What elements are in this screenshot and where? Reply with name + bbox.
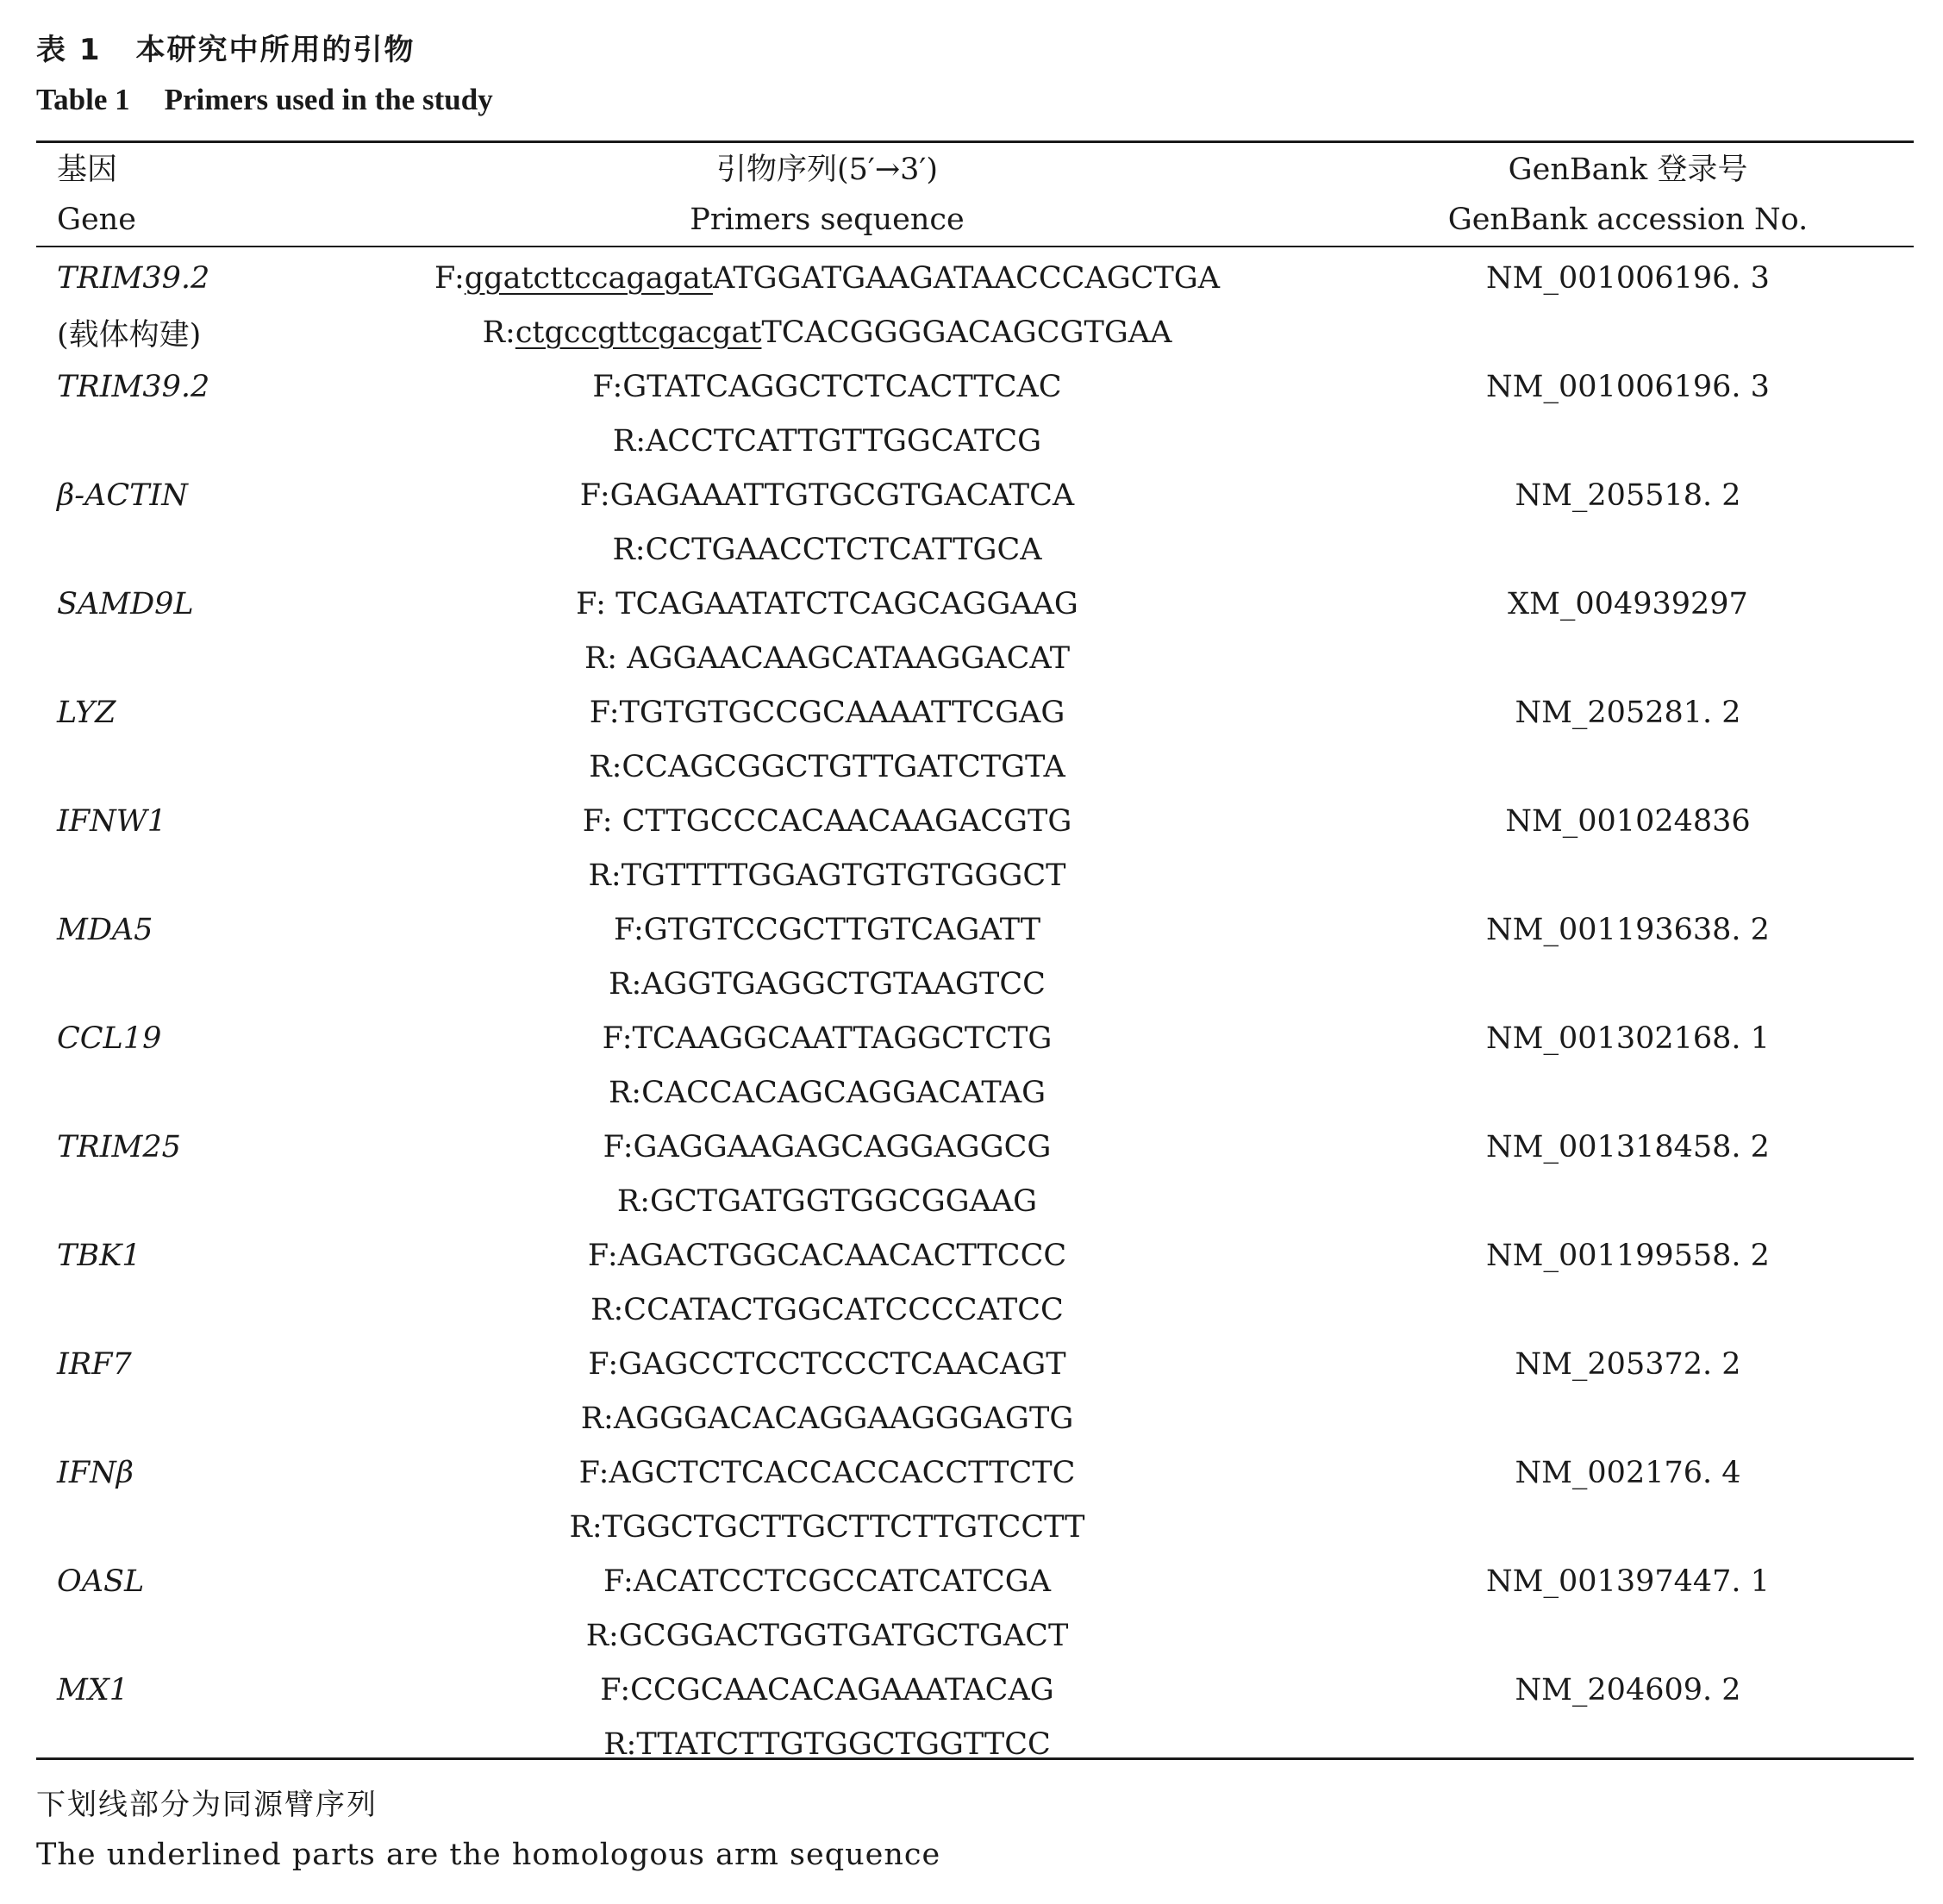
forward-label: F: [587, 1238, 618, 1273]
accession-empty [1342, 848, 1914, 902]
table-row-reverse [36, 414, 1914, 468]
forward-sequence: CTTGCCCACAACAAGACGTG [622, 803, 1072, 839]
reverse-primer [312, 1283, 1342, 1337]
forward-primer [312, 359, 1342, 414]
forward-sequence: ATGGATGAAGATAACCCAGCTGA [712, 260, 1221, 296]
header-accession-en: GenBank accession No. [1447, 202, 1809, 237]
primer-table [36, 140, 1914, 1771]
reverse-label: R: [603, 1726, 637, 1762]
accession-empty [1342, 1608, 1914, 1663]
accession-number: NM_205372. 2 [1515, 1346, 1741, 1382]
forward-primer [312, 1445, 1342, 1500]
reverse-label: R: [584, 640, 628, 676]
gene-note [36, 848, 312, 902]
forward-label: F: [582, 803, 622, 839]
forward-sequence: AGCTCTCACCACCACCTTCTC [609, 1455, 1076, 1490]
reverse-primer [312, 957, 1342, 1011]
table-row-reverse [36, 631, 1914, 685]
table-row-forward [36, 902, 1914, 957]
table-number-english: Table 1 [36, 83, 130, 116]
forward-sequence: TCAAGGCAATTAGGCTCTG [632, 1021, 1053, 1056]
reverse-homologous-arm: ctgccgttcgacgat [515, 315, 762, 350]
forward-label: F: [600, 1672, 631, 1707]
table-number-chinese: 表 1 [36, 33, 102, 67]
table-row-forward [36, 685, 1914, 740]
table-row-reverse [36, 1608, 1914, 1663]
table-row-forward [36, 1554, 1914, 1608]
reverse-sequence: TCACGGGGACAGCGTGAA [761, 315, 1172, 350]
forward-label: F: [602, 1021, 633, 1056]
table-row-forward [36, 1445, 1914, 1500]
accession-number: NM_001302168. 1 [1486, 1021, 1770, 1056]
accession-number: NM_001193638. 2 [1486, 912, 1770, 947]
table-row-forward [36, 468, 1914, 522]
accession-number: XM_004939297 [1508, 586, 1748, 621]
forward-homologous-arm: ggatcttccagagat [464, 260, 713, 296]
reverse-label: R: [612, 423, 647, 459]
reverse-sequence: GCGGACTGGTGATGCTGACT [618, 1618, 1069, 1653]
gene-name: IFNW1 [57, 803, 166, 839]
accession-empty [1342, 522, 1914, 577]
gene-name: TRIM39.2 [57, 369, 210, 404]
header-sequence-en: Primers sequence [690, 202, 965, 237]
gene-name: MDA5 [57, 912, 153, 947]
gene-note [36, 414, 312, 468]
reverse-sequence: CCTGAACCTCTCATTGCA [645, 532, 1042, 567]
gene-note [36, 1608, 312, 1663]
reverse-primer [312, 1065, 1342, 1120]
table-body [36, 246, 1914, 1771]
table-row-reverse [36, 1391, 1914, 1445]
table-row-forward [36, 246, 1914, 305]
forward-primer [312, 1228, 1342, 1283]
forward-primer [312, 1554, 1342, 1608]
accession-empty [1342, 1065, 1914, 1120]
gene-note [36, 631, 312, 685]
reverse-sequence: AGGAACAAGCATAAGGACAT [627, 640, 1071, 676]
gene-name: TRIM25 [57, 1129, 181, 1164]
forward-sequence: GTGTCCGCTTGTCAGATT [643, 912, 1041, 947]
reverse-sequence: TGTTTTGGAGTGTGTGGGCT [621, 858, 1066, 893]
forward-primer [312, 685, 1342, 740]
table-row-forward [36, 1011, 1914, 1065]
forward-sequence: ACATCCTCGCCATCATCGA [633, 1564, 1052, 1599]
table-row-reverse [36, 957, 1914, 1011]
table-row-reverse [36, 522, 1914, 577]
reverse-sequence: CCAGCGGCTGTTGATCTGTA [622, 749, 1065, 784]
accession-empty [1342, 414, 1914, 468]
gene-name: SAMD9L [57, 586, 194, 621]
gene-name: IRF7 [57, 1346, 132, 1382]
forward-label: F: [603, 1564, 634, 1599]
forward-primer [312, 577, 1342, 631]
reverse-label: R: [589, 749, 622, 784]
gene-note [36, 740, 312, 794]
accession-number: NM_001318458. 2 [1486, 1129, 1770, 1164]
forward-label: F: [578, 1455, 609, 1490]
forward-sequence: TCAGAATATCTCAGCAGGAAG [615, 586, 1078, 621]
gene-name: LYZ [57, 695, 116, 730]
accession-empty [1342, 957, 1914, 1011]
forward-sequence: GAGAAATTGTGCGTGACATCA [609, 478, 1075, 513]
table-title-english: Primers used in the study [164, 83, 493, 116]
forward-primer [312, 794, 1342, 848]
reverse-label: R: [588, 858, 622, 893]
table-row-reverse [36, 1065, 1914, 1120]
gene-name: CCL19 [57, 1021, 162, 1056]
gene-note [36, 1717, 312, 1771]
reverse-sequence: AGGGACACAGGAAGGGAGTG [613, 1401, 1074, 1436]
forward-label: F: [613, 912, 644, 947]
gene-note [36, 1283, 312, 1337]
reverse-primer [312, 1391, 1342, 1445]
accession-empty [1342, 740, 1914, 794]
table-row-reverse [36, 1174, 1914, 1228]
footnote-english: The underlined parts are the homologous arm sequence [36, 1838, 941, 1872]
accession-empty [1342, 305, 1914, 359]
forward-label: F: [579, 478, 610, 513]
table-caption-chinese [36, 26, 415, 68]
forward-label: F: [576, 586, 616, 621]
reverse-primer [312, 1717, 1342, 1771]
gene-name: OASL [57, 1564, 145, 1599]
reverse-label: R: [590, 1292, 624, 1327]
reverse-primer [312, 1500, 1342, 1554]
accession-empty [1342, 1174, 1914, 1228]
reverse-primer [312, 1608, 1342, 1663]
reverse-label: R: [569, 1509, 603, 1545]
table-caption-english [36, 83, 493, 117]
accession-number: NM_001006196. 3 [1486, 260, 1770, 296]
gene-note [36, 957, 312, 1011]
gene-note [36, 522, 312, 577]
table-row-reverse [36, 848, 1914, 902]
gene-note [36, 1391, 312, 1445]
accession-empty [1342, 1500, 1914, 1554]
table-row-forward [36, 1228, 1914, 1283]
accession-empty [1342, 1391, 1914, 1445]
table-row-reverse [36, 305, 1914, 359]
reverse-label: R: [609, 966, 642, 1002]
forward-primer [312, 246, 1342, 305]
forward-sequence: TGTGTGCCGCAAAATTCGAG [619, 695, 1065, 730]
reverse-primer [312, 414, 1342, 468]
forward-primer [312, 1120, 1342, 1174]
header-gene-cn: 基因 [57, 152, 118, 187]
forward-sequence: GAGGAAGAGCAGGAGGCG [633, 1129, 1052, 1164]
forward-sequence: GAGCCTCCTCCCTCAACAGT [618, 1346, 1066, 1382]
reverse-sequence: TTATCTTGTGGCTGGTTCC [636, 1726, 1051, 1762]
gene-name: β-ACTIN [57, 478, 188, 513]
accession-number: NM_205281. 2 [1515, 695, 1741, 730]
forward-primer [312, 1337, 1342, 1391]
table-row-forward [36, 1120, 1914, 1174]
accession-number: NM_204609. 2 [1515, 1672, 1741, 1707]
forward-sequence: AGACTGGCACAACACTTCCC [617, 1238, 1067, 1273]
gene-note [36, 1065, 312, 1120]
reverse-label: R: [616, 1183, 650, 1219]
reverse-label: R: [608, 1075, 642, 1110]
gene-note [36, 1174, 312, 1228]
forward-primer [312, 1011, 1342, 1065]
gene-note [36, 1500, 312, 1554]
table-row-forward [36, 359, 1914, 414]
forward-label: F: [589, 695, 620, 730]
forward-sequence: CCGCAACACAGAAATACAG [630, 1672, 1054, 1707]
table-row-forward [36, 1663, 1914, 1717]
reverse-sequence: GCTGATGGTGGCGGAAG [650, 1183, 1038, 1219]
accession-number: NM_002176. 4 [1515, 1455, 1741, 1490]
reverse-primer [312, 522, 1342, 577]
reverse-sequence: TGGCTGCTTGCTTCTTGTCCTT [602, 1509, 1085, 1545]
forward-label: F: [592, 369, 623, 404]
gene-name: TRIM39.2 [57, 260, 210, 296]
reverse-primer [312, 1174, 1342, 1228]
reverse-label: R: [482, 315, 515, 350]
forward-label: F: [588, 1346, 619, 1382]
table-row-reverse [36, 1500, 1914, 1554]
accession-number: NM_001006196. 3 [1486, 369, 1770, 404]
forward-primer [312, 902, 1342, 957]
reverse-label: R: [585, 1618, 619, 1653]
gene-name: IFNβ [57, 1455, 134, 1490]
gene-name: TBK1 [57, 1238, 141, 1273]
table-row-forward [36, 1337, 1914, 1391]
forward-primer [312, 1663, 1342, 1717]
reverse-label: R: [580, 1401, 614, 1436]
forward-label: F: [603, 1129, 634, 1164]
forward-label: F: [434, 260, 465, 296]
accession-number: NM_205518. 2 [1515, 478, 1741, 513]
reverse-sequence: AGGTGAGGCTGTAAGTCC [641, 966, 1046, 1002]
reverse-primer [312, 848, 1342, 902]
accession-empty [1342, 1717, 1914, 1771]
accession-empty [1342, 1283, 1914, 1337]
reverse-sequence: CCATACTGGCATCCCCATCC [623, 1292, 1064, 1327]
table-row-reverse [36, 1717, 1914, 1771]
forward-primer [312, 468, 1342, 522]
reverse-primer [312, 305, 1342, 359]
reverse-sequence: CACCACAGCAGGACATAG [641, 1075, 1046, 1110]
table-row-forward [36, 794, 1914, 848]
table-title-chinese: 本研究中所用的引物 [135, 33, 415, 67]
forward-sequence: GTATCAGGCTCTCACTTCAC [622, 369, 1062, 404]
table-row-reverse [36, 1283, 1914, 1337]
footnote-chinese: 下划线部分为同源臂序列 [36, 1788, 378, 1822]
gene-note: (载体构建) [57, 317, 202, 353]
table-row-forward [36, 577, 1914, 631]
table-header [36, 140, 1914, 246]
gene-name: MX1 [57, 1672, 129, 1707]
accession-number: NM_001199558. 2 [1486, 1238, 1770, 1273]
accession-number: NM_001024836 [1505, 803, 1751, 839]
header-sequence-cn: 引物序列(5′→3′) [715, 152, 939, 187]
reverse-sequence: ACCTCATTGTTGGCATCG [646, 423, 1042, 459]
reverse-primer [312, 631, 1342, 685]
table-row-reverse [36, 740, 1914, 794]
accession-empty [1342, 631, 1914, 685]
reverse-label: R: [612, 532, 646, 567]
header-gene-en: Gene [57, 202, 136, 237]
accession-number: NM_001397447. 1 [1486, 1564, 1770, 1599]
header-accession-cn: GenBank 登录号 [1508, 152, 1748, 187]
reverse-primer [312, 740, 1342, 794]
